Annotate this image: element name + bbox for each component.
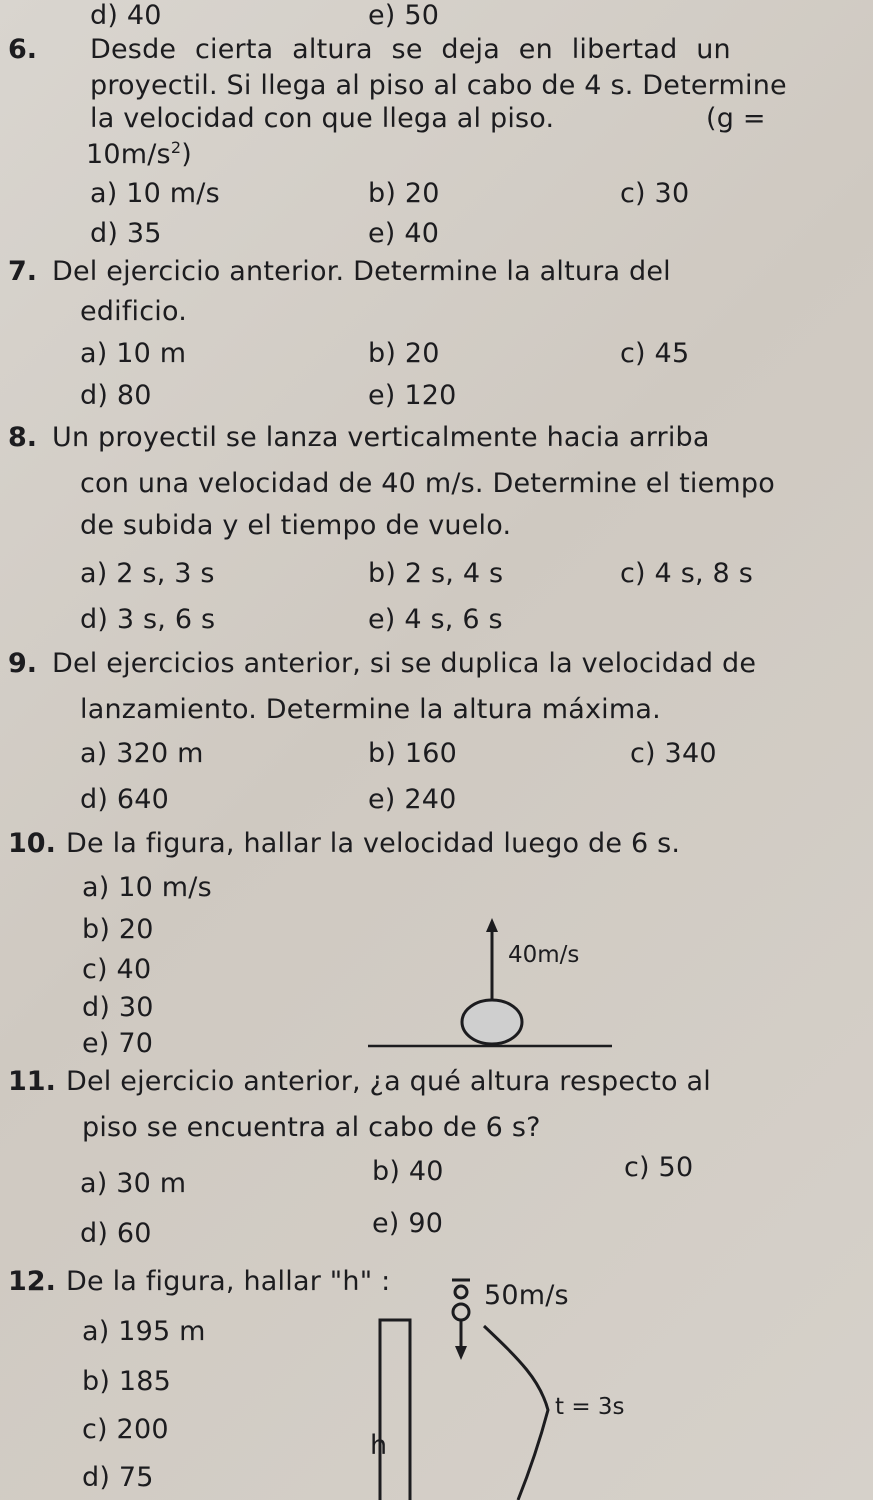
question-number: 12. — [8, 1266, 56, 1297]
question-text: la velocidad con que llega al piso. — [90, 103, 555, 134]
option-d: d) 640 — [80, 784, 169, 815]
option-a: a) 30 m — [80, 1168, 187, 1199]
velocity-arrow-head — [455, 1346, 467, 1360]
option-c: c) 40 — [82, 954, 152, 985]
question-number: 6. — [8, 34, 38, 65]
tower-outline — [380, 1320, 410, 1500]
question-text: con una velocidad de 40 m/s. Determine el tiempo — [80, 468, 775, 499]
question-text: proyectil. Si llega al piso al cabo de 4 s. Determine — [90, 70, 787, 101]
option-b: b) 160 — [368, 738, 457, 769]
option-e: e) 4 s, 6 s — [368, 604, 503, 635]
option-b: b) 2 s, 4 s — [368, 558, 504, 589]
height-label: h — [370, 1430, 388, 1461]
question-number: 10. — [8, 828, 56, 859]
velocity-label: 50m/s — [484, 1280, 569, 1311]
option-c: c) 30 — [620, 178, 690, 209]
option-a: a) 2 s, 3 s — [80, 558, 215, 589]
option-a: a) 10 m/s — [82, 872, 212, 903]
option-d: d) 75 — [82, 1462, 154, 1493]
option-c: c) 200 — [82, 1414, 169, 1445]
question-number: 9. — [8, 648, 38, 679]
option-b: b) 20 — [82, 914, 154, 945]
question-text: Desde cierta altura se deja en libertad un — [90, 34, 731, 65]
question-text: piso se encuentra al cabo de 6 s? — [82, 1112, 541, 1143]
option-d: d) 35 — [90, 218, 162, 249]
option-e: e) 70 — [82, 1028, 154, 1059]
ball-icon — [453, 1304, 469, 1320]
option-a: a) 10 m — [80, 338, 187, 369]
question-text: edificio. — [80, 296, 188, 327]
option-b: b) 185 — [82, 1366, 171, 1397]
option-c: c) 45 — [620, 338, 690, 369]
question-text: Del ejercicios anterior, si se duplica la velocidad de — [52, 648, 757, 679]
option-d: d) 60 — [80, 1218, 152, 1249]
option-c: c) 4 s, 8 s — [620, 558, 753, 589]
question-number: 8. — [8, 422, 38, 453]
time-brace — [484, 1326, 548, 1500]
question-text: De la figura, hallar la velocidad luego de 6 s. — [66, 828, 681, 859]
question-number: 11. — [8, 1066, 56, 1097]
question-text: (g = — [706, 103, 766, 134]
option-a: a) 10 m/s — [90, 178, 220, 209]
option-b: b) 20 — [368, 178, 440, 209]
question-text: De la figura, hallar "h" : — [66, 1266, 391, 1297]
question-text: Del ejercicio anterior, ¿a qué altura respecto al — [66, 1066, 711, 1097]
option-e: e) 50 — [368, 0, 440, 31]
option-d: d) 40 — [90, 0, 162, 31]
option-e: e) 120 — [368, 380, 457, 411]
option-d: d) 3 s, 6 s — [80, 604, 216, 635]
option-c: c) 340 — [630, 738, 717, 769]
person-head-icon — [455, 1286, 467, 1298]
question-text: de subida y el tiempo de vuelo. — [80, 510, 512, 541]
option-b: b) 40 — [372, 1156, 444, 1187]
option-c: c) 50 — [624, 1152, 694, 1183]
option-e: e) 90 — [372, 1208, 444, 1239]
time-label: t = 3s — [555, 1394, 625, 1420]
question-number: 7. — [8, 256, 38, 287]
gravity-value: $10m/s^2$) — [86, 138, 192, 170]
option-e: e) 40 — [368, 218, 440, 249]
velocity-label: 40m/s — [508, 942, 580, 968]
question-text: Del ejercicio anterior. Determine la altura del — [52, 256, 671, 287]
option-d: d) 80 — [80, 380, 152, 411]
option-a: a) 195 m — [82, 1316, 206, 1347]
question-text: lanzamiento. Determine la altura máxima. — [80, 694, 661, 725]
option-d: d) 30 — [82, 992, 154, 1023]
option-b: b) 20 — [368, 338, 440, 369]
option-a: a) 320 m — [80, 738, 204, 769]
option-e: e) 240 — [368, 784, 457, 815]
question-text: Un proyectil se lanza verticalmente hacia arriba — [52, 422, 710, 453]
